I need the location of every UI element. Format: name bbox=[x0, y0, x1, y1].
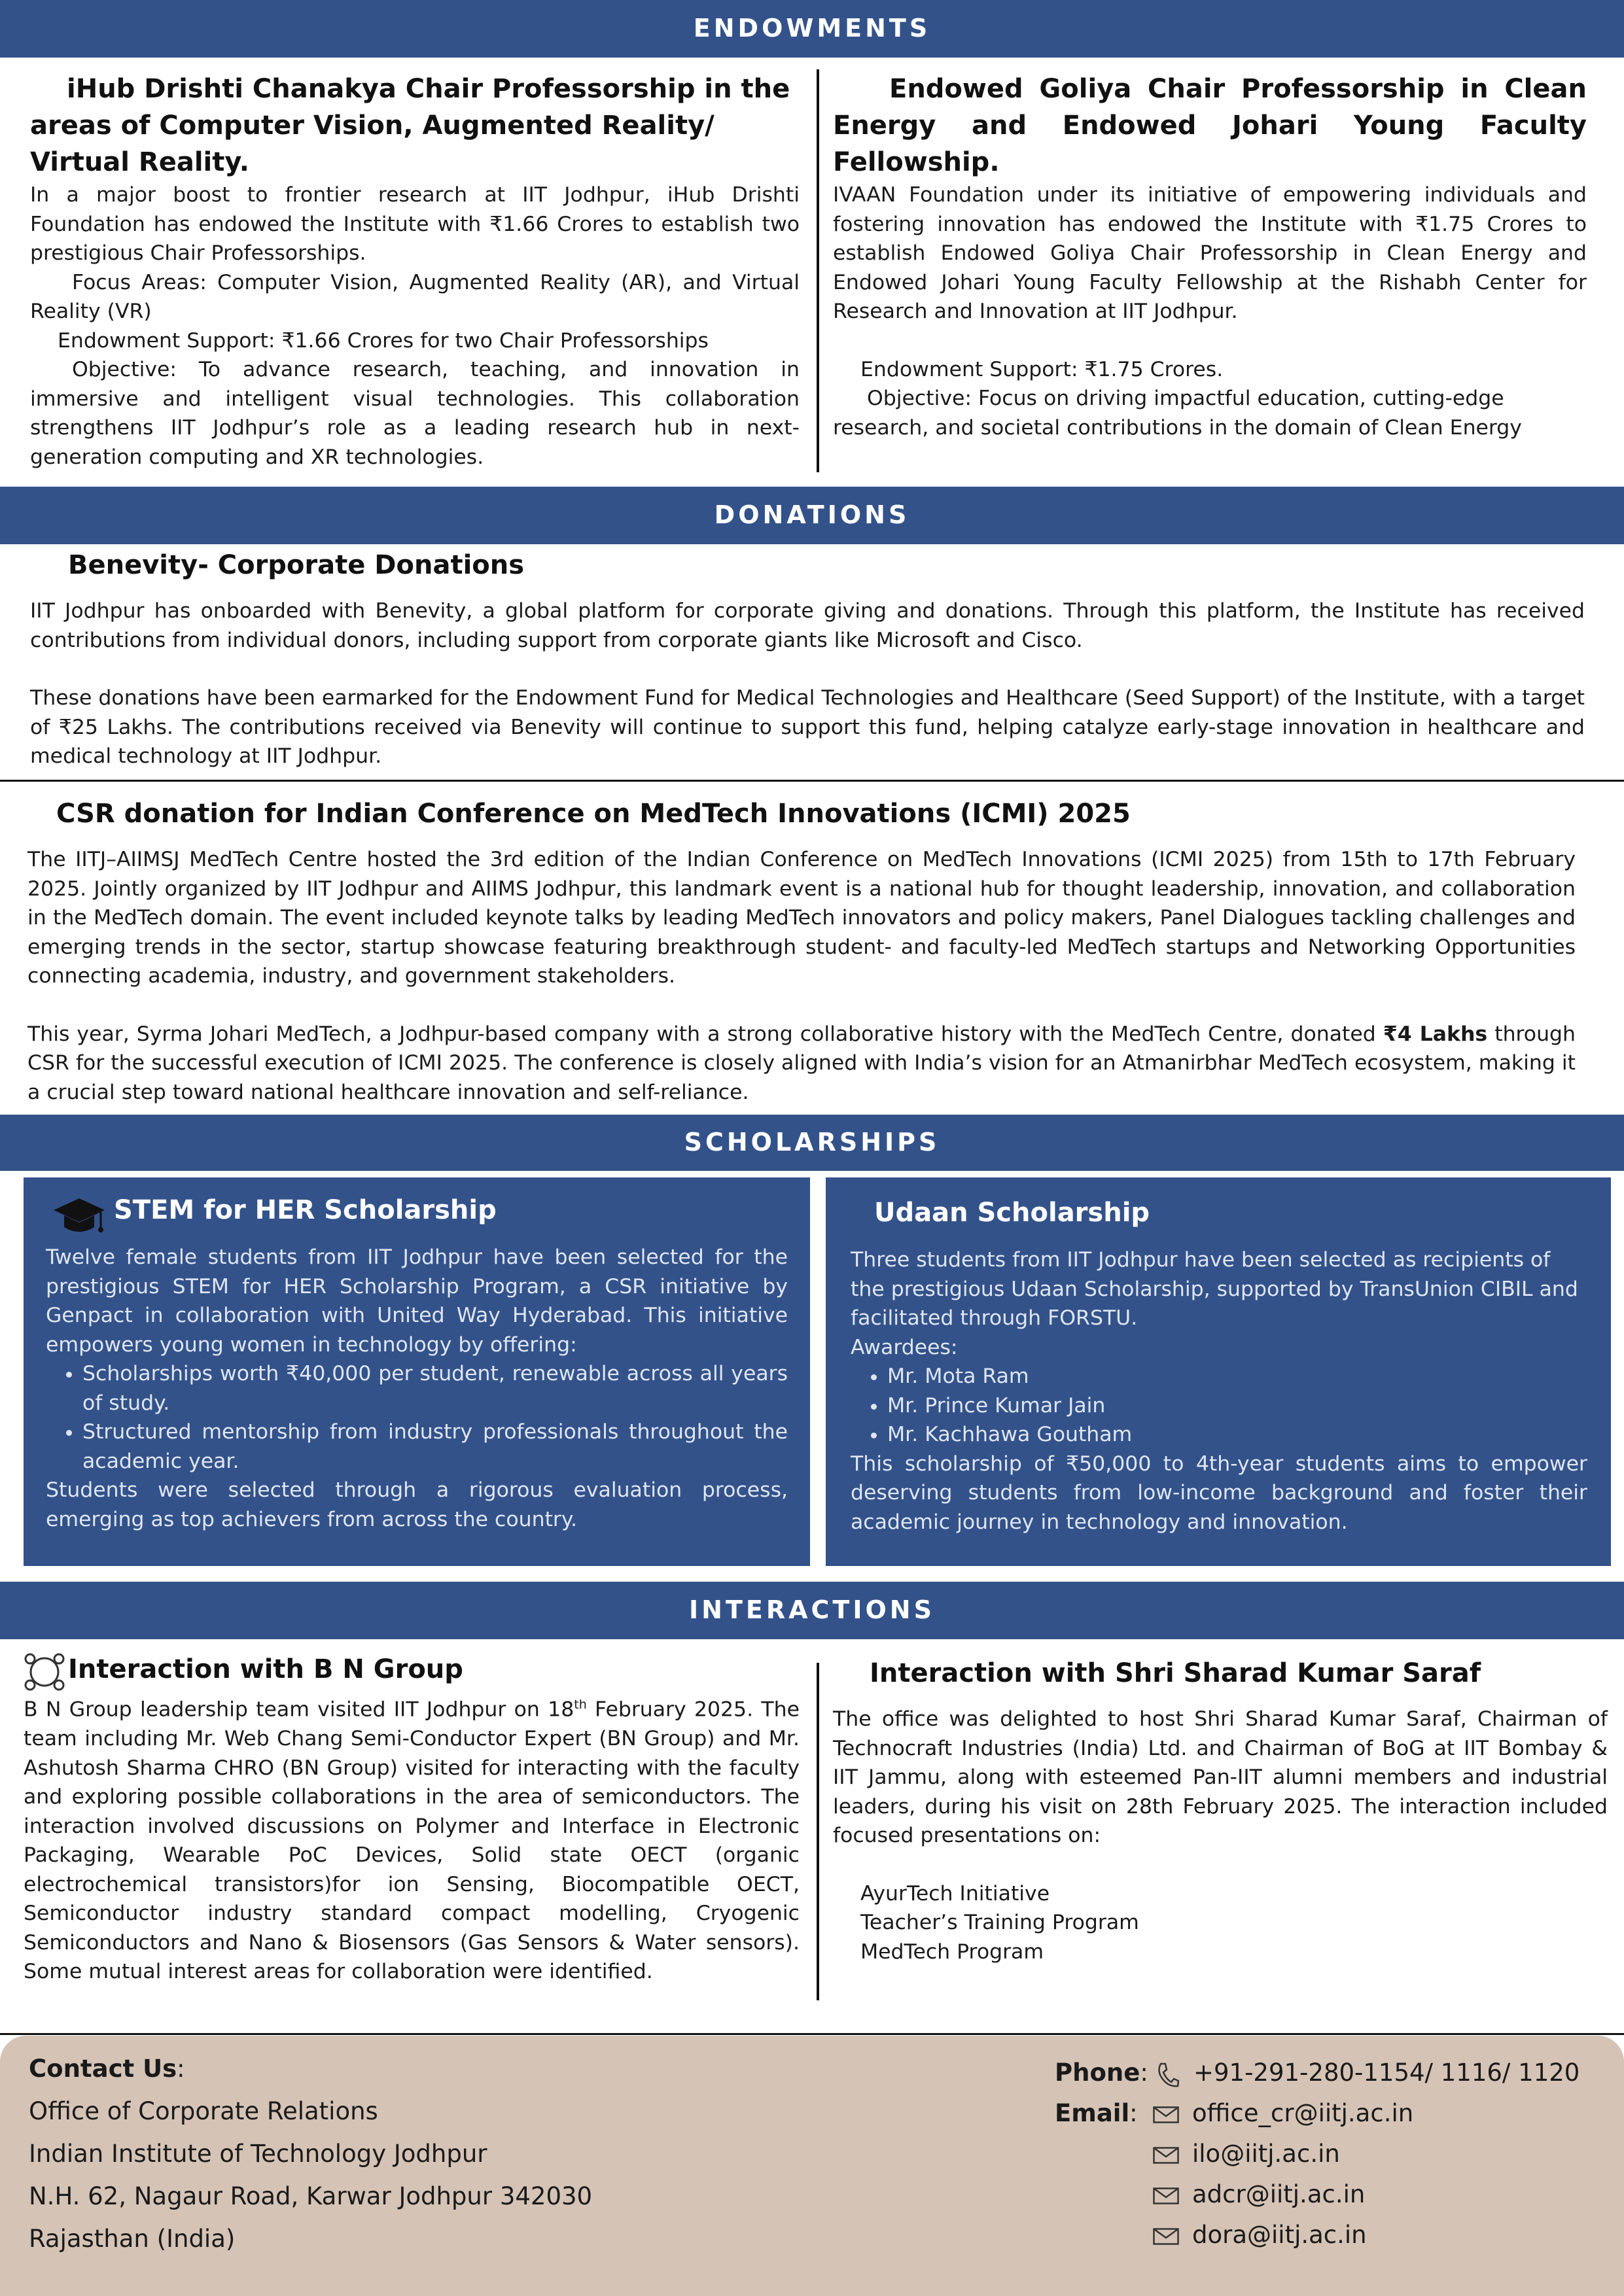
column-divider bbox=[817, 1663, 819, 2000]
csr-donation-amount: ₹4 Lakhs bbox=[1383, 1022, 1488, 1046]
endowment-right-objective: Objective: Focus on driving impactful education, cutting-edge research, and societal contributions in the domain of Clean Energy bbox=[833, 387, 1522, 440]
column-divider bbox=[817, 69, 819, 472]
contact-footer bbox=[0, 2036, 1624, 2296]
mail-icon bbox=[1153, 2147, 1179, 2164]
endowment-right bbox=[833, 71, 1587, 442]
benevity-paragraph-2: These donations have been earmarked for the Endowment Fund for Medical Technologies and Healthcare (Seed Support) of the Institute, with a target of ₹25 Lakhs. The contributions received via Benevity will continue to support this fund, helping catalyze early-stage innovation in healthcare and medical technology at IIT Jodhpur. bbox=[30, 686, 1585, 768]
bn-group-title: Interaction with B N Group bbox=[68, 1654, 463, 1684]
mail-icon bbox=[1153, 2187, 1179, 2204]
phone-number[interactable]: +91-291-280-1154/ 1116/ 1120 bbox=[1193, 2059, 1580, 2087]
list-item: MedTech Program bbox=[860, 1939, 1044, 1964]
stem-benefits-list bbox=[46, 1359, 788, 1476]
email-item[interactable] bbox=[1153, 2174, 1365, 2215]
endowment-left-focus: Focus Areas: Computer Vision, Augmented Reality (AR), and Virtual Reality (VR) bbox=[30, 270, 800, 323]
benevity-body bbox=[30, 597, 1585, 771]
email-item[interactable] bbox=[1153, 2134, 1340, 2174]
list-item: Teacher’s Training Program bbox=[860, 1911, 1139, 1934]
bn-group-interaction bbox=[24, 1651, 800, 1987]
email-row: Email: office_cr@iitj.ac.in bbox=[1055, 2093, 1617, 2134]
list-item: • Mr. Prince Kumar Jain bbox=[887, 1391, 1587, 1421]
stem-scholarship-title: STEM for HER Scholarship bbox=[114, 1195, 497, 1225]
mail-icon bbox=[1153, 2228, 1179, 2245]
section-header-interactions: INTERACTIONS bbox=[0, 1582, 1624, 1639]
udaan-scholarship-card bbox=[826, 1177, 1611, 1566]
email-address[interactable]: dora@iitj.ac.in bbox=[1192, 2221, 1367, 2249]
endowment-left-intro: In a major boost to frontier research at IIT Jodhpur, iHub Drishti Foundation has endowed the Institute with ₹1.66 Crores to establish two prestigious Chair Professorships. bbox=[30, 183, 800, 265]
contact-heading: Contact Us bbox=[29, 2055, 177, 2083]
bn-group-text bbox=[24, 1690, 800, 1987]
list-item: • Mr. Kachhawa Goutham bbox=[887, 1420, 1587, 1450]
email-address[interactable]: office_cr@iitj.ac.in bbox=[1192, 2099, 1414, 2127]
list-item: • Scholarships worth ₹40,000 per student, renewable across all years of study. bbox=[82, 1359, 788, 1418]
email-row bbox=[1055, 2134, 1617, 2174]
stem-intro: Twelve female students from IIT Jodhpur have been selected for the prestigious STEM for HER Scholarship Program, a CSR initiative by Genpact in collaboration with United Way Hyderabad. This initiative empowers young women in technology by offering: bbox=[46, 1245, 788, 1357]
udaan-intro: Three students from IIT Jodhpur have been selected as recipients of the prestigious Udaan Scholarship, supported by TransUnion CIBIL and facilitated through FORSTU. bbox=[851, 1248, 1578, 1330]
email-label: Email bbox=[1055, 2099, 1130, 2127]
csr-paragraph-2 bbox=[27, 1020, 1576, 1107]
udaan-outro: This scholarship of ₹50,000 to 4th-year students aims to empower deserving students from low-income background and foster their academic journey in technology and innovation. bbox=[851, 1452, 1587, 1534]
section-divider bbox=[0, 2033, 1624, 2035]
endowment-left-body bbox=[30, 181, 800, 472]
contact-address-block bbox=[29, 2047, 592, 2260]
mail-icon bbox=[1153, 2106, 1179, 2123]
section-header-endowments: ENDOWMENTS bbox=[0, 0, 1624, 58]
endowment-right-title: Endowed Goliya Chair Professorship in Clean Energy and Endowed Johari Young Faculty Fellowship. bbox=[833, 74, 1587, 177]
endowment-left-support: Endowment Support: ₹1.66 Crores for two Chair Professorships bbox=[58, 328, 709, 353]
section-header-donations: DONATIONS bbox=[0, 487, 1624, 544]
email-row bbox=[1055, 2174, 1617, 2215]
stem-scholarship-card bbox=[24, 1177, 810, 1566]
endowment-right-intro: IVAAN Foundation under its initiative of empowering individuals and fostering innovation has endowed the Institute with ₹1.75 Crores to establish Endowed Goliya Chair Professorship in Clean Energy and Endowed Johari Young Faculty Fellowship at the Rishabh Center for Research and Innovation at IIT Jodhpur. bbox=[833, 183, 1587, 323]
endowment-right-body bbox=[833, 181, 1587, 442]
list-item: • Structured mentorship from industry professionals throughout the academic year. bbox=[82, 1418, 788, 1476]
phone-icon bbox=[1157, 2062, 1179, 2088]
stem-scholarship-body bbox=[46, 1243, 788, 1534]
email-item[interactable] bbox=[1153, 2093, 1413, 2134]
contact-details-block bbox=[1055, 2053, 1617, 2255]
contact-heading-row: Contact Us: bbox=[29, 2055, 185, 2083]
csr-paragraph-2-end: through CSR for the successful execution of ICMI 2025. The conference is closely aligned with India’s vision for an Atmanirbhar MedTech ecosystem, making it a crucial step toward national healthcare innovation and self-reliance. bbox=[27, 1022, 1576, 1104]
endowment-left bbox=[30, 71, 800, 472]
udaan-awardees-list bbox=[851, 1362, 1587, 1450]
saraf-presentations-list bbox=[833, 1879, 1608, 1967]
udaan-scholarship-title: Udaan Scholarship bbox=[874, 1198, 1150, 1228]
contact-line-office: Office of Corporate Relations bbox=[29, 2097, 378, 2125]
contact-line-state: Rajasthan (India) bbox=[29, 2225, 236, 2253]
email-row bbox=[1055, 2215, 1617, 2255]
section-header-scholarships: SCHOLARSHIPS bbox=[0, 1115, 1624, 1171]
graduation-cap-icon bbox=[52, 1196, 106, 1239]
email-address[interactable]: ilo@iitj.ac.in bbox=[1192, 2140, 1340, 2168]
benevity-paragraph-1: IIT Jodhpur has onboarded with Benevity, a global platform for corporate giving and donations. Through this platform, the Institute has received contributions from individual donors, including support from corporate giants like Microsoft and Cisco. bbox=[30, 599, 1585, 652]
endowment-left-objective: Objective: To advance research, teaching, and innovation in immersive and intelligent visual technologies. This collaboration strengthens IIT Jodhpur’s role as a leading research hub in next-generation computing and XR technologies. bbox=[30, 358, 800, 469]
list-item: AyurTech Initiative bbox=[860, 1881, 1050, 1905]
saraf-interaction bbox=[833, 1655, 1608, 1966]
udaan-awardees-label: Awardees: bbox=[851, 1335, 958, 1359]
csr-paragraph-2-start: This year, Syrma Johari MedTech, a Jodhpur-based company with a strong collaborative history with the MedTech Centre, donated bbox=[27, 1022, 1376, 1046]
benevity-section bbox=[30, 547, 1585, 771]
email-address[interactable]: adcr@iitj.ac.in bbox=[1192, 2180, 1366, 2208]
csr-paragraph-1: The IITJ–AIIMSJ MedTech Centre hosted the 3rd edition of the Indian Conference on MedTech Innovations (ICMI 2025) from 15th to 17th February 2025. Jointly organized by IIT Jodhpur and AIIMS Jodhpur, this landmark event is a national hub for thought leadership, innovation, and collaboration in the MedTech domain. The event included keynote talks by leading MedTech innovators and policy makers, Panel Dialogues tackling challenges and emerging trends in the sector, startup showcase featuring breakthrough student- and faculty-led MedTech startups and Networking Opportunities connecting academia, industry, and government stakeholders. bbox=[27, 848, 1576, 988]
bn-group-text-start: B N Group leadership team visited IIT Jodhpur on 18 bbox=[24, 1697, 574, 1722]
contact-line-institute: Indian Institute of Technology Jodhpur bbox=[29, 2140, 487, 2168]
contact-line-street: N.H. 62, Nagaur Road, Karwar Jodhpur 342030 bbox=[29, 2182, 593, 2210]
csr-body bbox=[27, 845, 1576, 1107]
phone-label: Phone bbox=[1055, 2059, 1140, 2087]
saraf-text: The office was delighted to host Shri Sharad Kumar Saraf, Chairman of Technocraft Industries (India) Ltd. and Chairman of BoG at IIT Bombay & IIT Jammu, along with esteemed Pan-IIT alumni members and industrial leaders, during his visit on 28th February 2025. The interaction included focused presentations on: bbox=[833, 1707, 1608, 1847]
csr-title: CSR donation for Indian Conference on MedTech Innovations (ICMI) 2025 bbox=[56, 799, 1131, 829]
endowment-right-support: Endowment Support: ₹1.75 Crores. bbox=[860, 357, 1224, 381]
csr-section bbox=[27, 795, 1576, 1107]
benevity-title: Benevity- Corporate Donations bbox=[68, 550, 525, 580]
list-item: • Mr. Mota Ram bbox=[887, 1362, 1587, 1391]
udaan-scholarship-body bbox=[851, 1245, 1587, 1537]
saraf-title: Interaction with Shri Sharad Kumar Saraf bbox=[870, 1658, 1481, 1688]
bn-group-text-end: February 2025. The team including Mr. Web Chang Semi-Conductor Expert (BN Group) and Mr. Ashutosh Sharma CHRO (BN Group) visited for interacting with the faculty and exploring possible collaborations in the area of semiconductors. The interaction involved discussions on Polymer and Interface in Electronic Packaging, Wearable PoC Devices, Solid state OECT (organic electrochemical transistors)for ion Sensing, Biocompatible OECT, Semiconductor industry standard compact modelling, Cryogenic Semiconductors and Nano & Biosensors (Gas Sensors & Water sensors). Some mutual interest areas for collaboration were identified. bbox=[24, 1697, 800, 1983]
date-superscript: th bbox=[574, 1697, 587, 1712]
email-item[interactable] bbox=[1153, 2215, 1367, 2255]
phone-row: Phone: +91-291-280-1154/ 1116/ 1120 bbox=[1055, 2053, 1617, 2093]
bn-group-header bbox=[24, 1651, 800, 1690]
endowment-left-title: iHub Drishti Chanakya Chair Professorship in the areas of Computer Vision, Augmented Reality/ Virtual Reality. bbox=[30, 74, 790, 177]
handshake-icon bbox=[24, 1652, 65, 1692]
stem-outro: Students were selected through a rigorous evaluation process, emerging as top achievers from across the country. bbox=[46, 1478, 788, 1531]
section-divider bbox=[0, 780, 1624, 782]
